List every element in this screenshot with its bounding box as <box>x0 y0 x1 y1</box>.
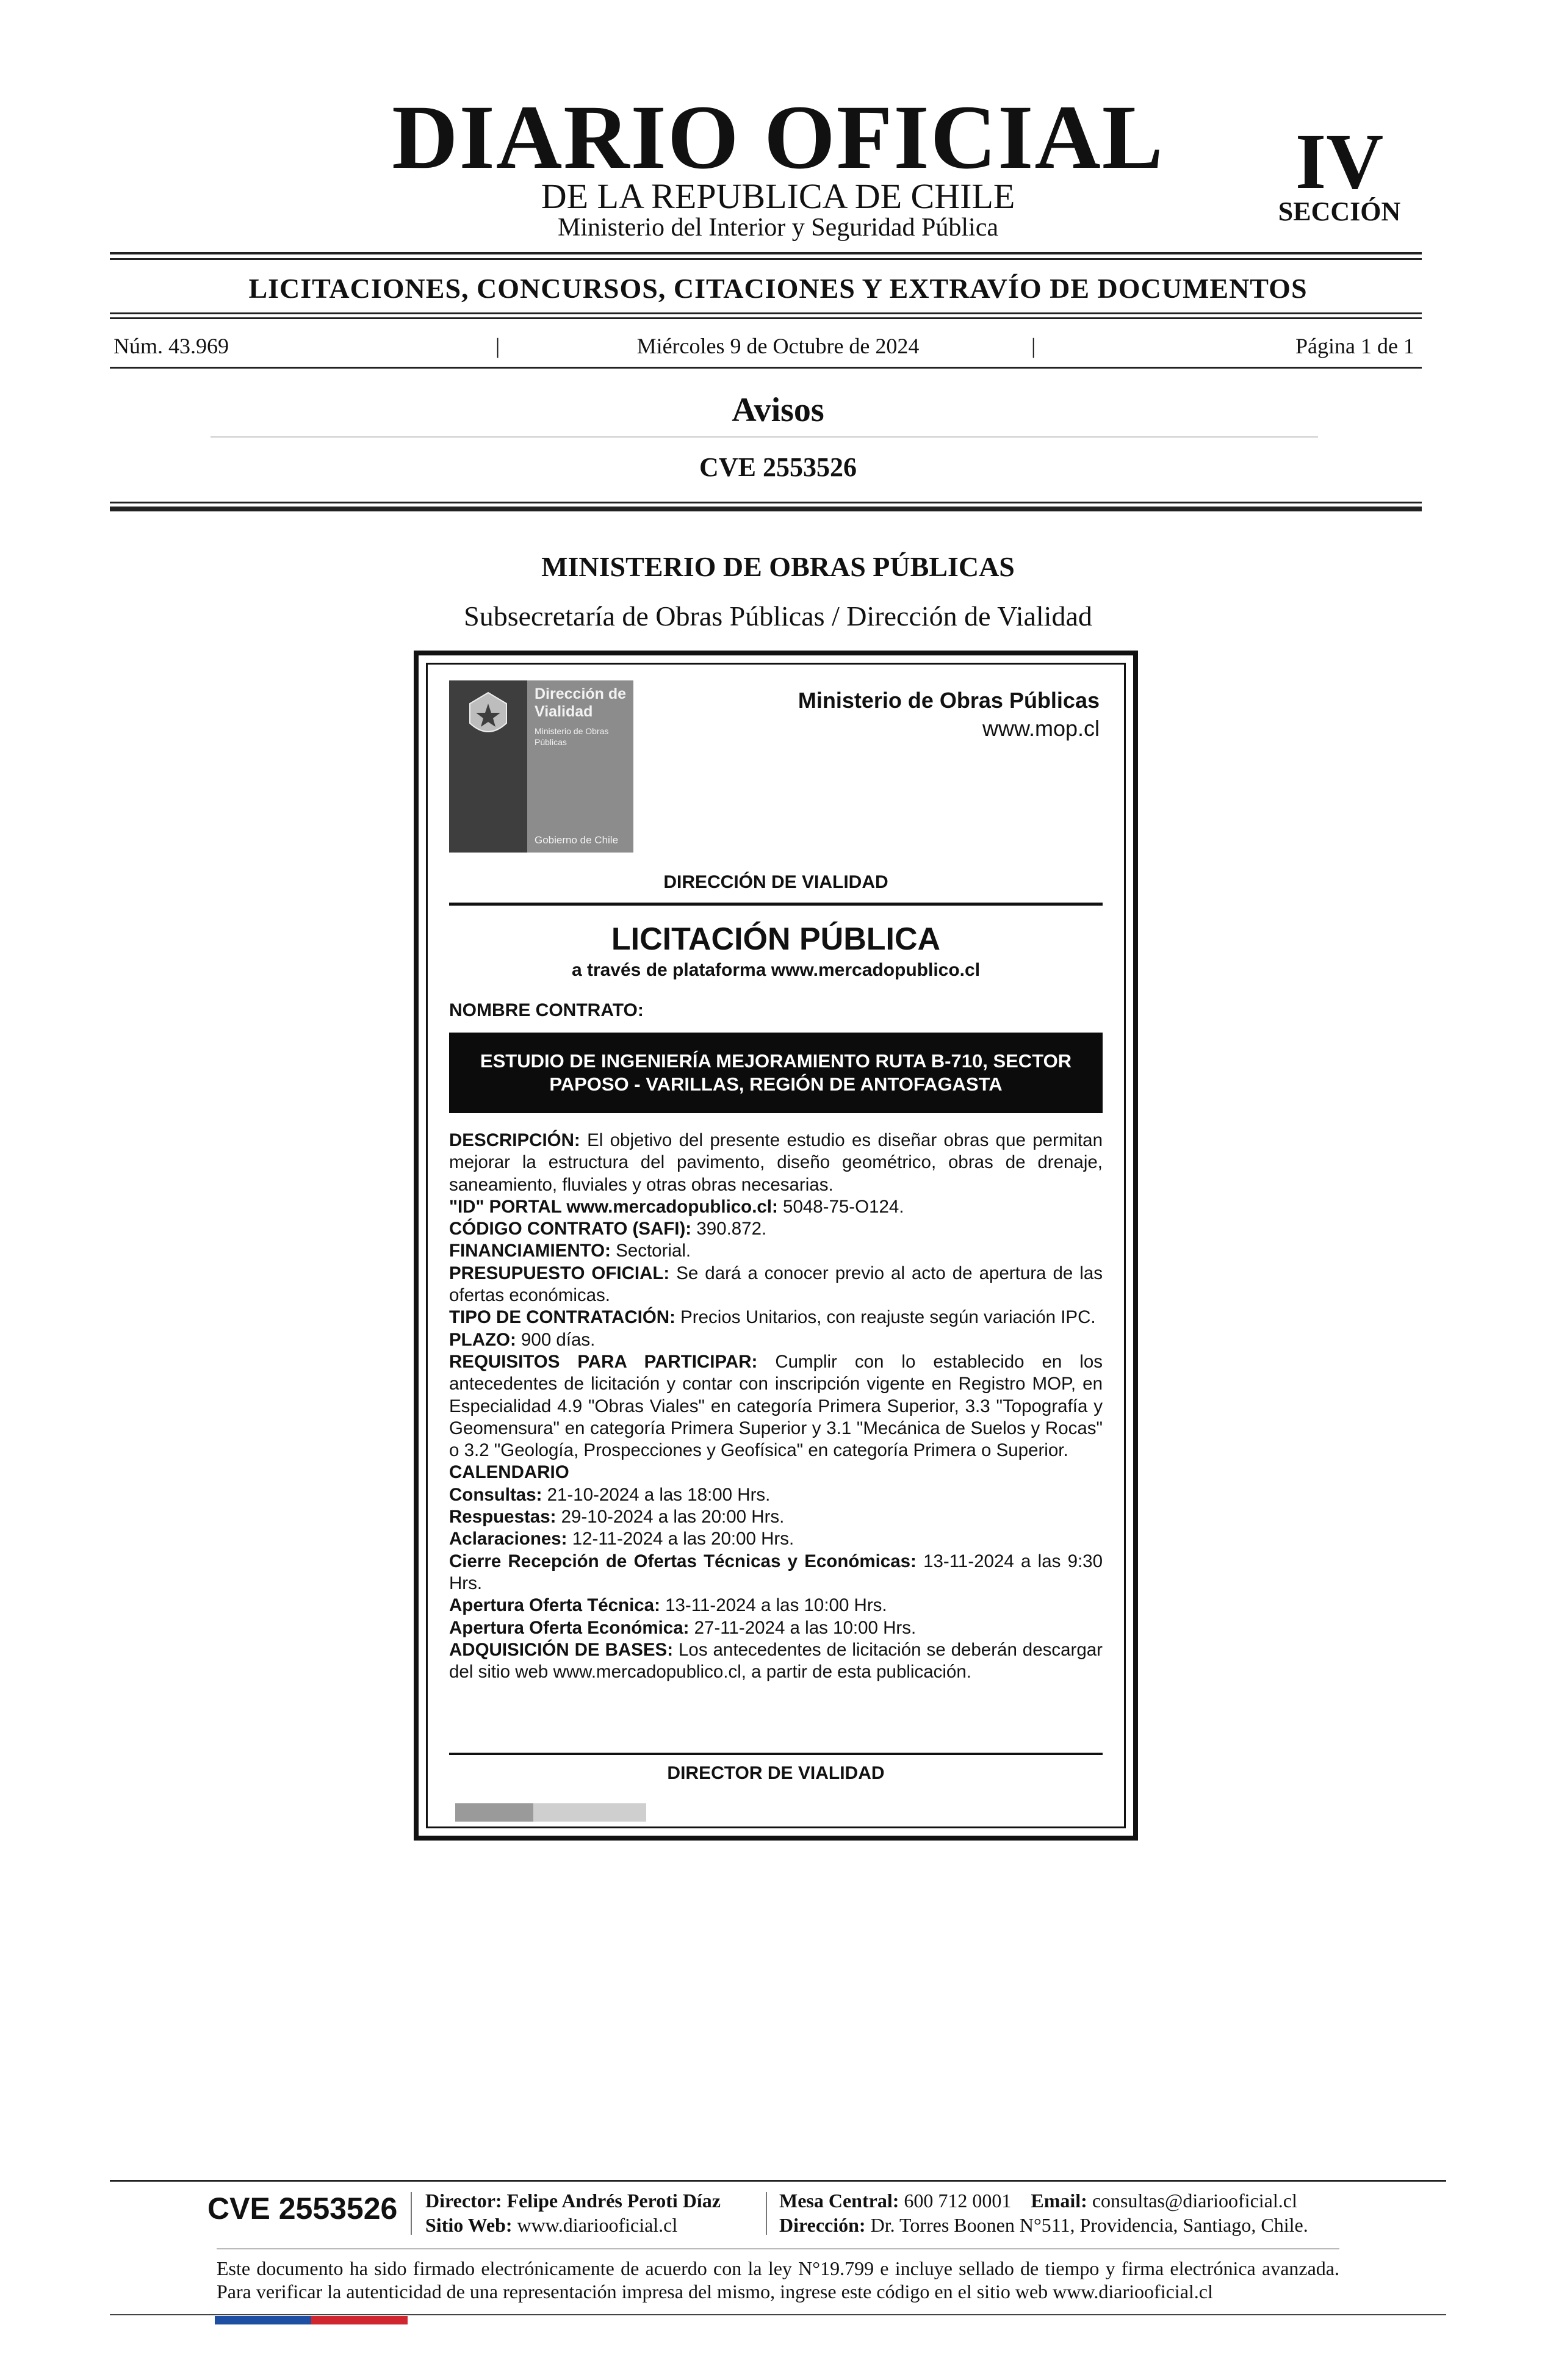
field-id-portal: "ID" PORTAL www.mercadopublico.cl: 5048-75-O124. <box>449 1196 904 1217</box>
institution-name: MINISTERIO DE OBRAS PÚBLICAS <box>541 551 1015 582</box>
field-bases: ADQUISICIÓN DE BASES: Los antecedentes de licitación se deberán descargar del sitio web www.mercadopublico.cl, a partir de esta publicación. <box>449 1639 1103 1682</box>
flag-stripe-red <box>311 2316 408 2324</box>
meta-rule <box>110 367 1422 369</box>
logo-line-1: Dirección de <box>535 685 627 702</box>
flag-stripe-blue <box>215 2316 311 2324</box>
field-apertura-tecnica: Apertura Oferta Técnica: 13-11-2024 a las 10:00 Hrs. <box>449 1595 887 1616</box>
section-title: Avisos <box>732 391 824 429</box>
footer-rule-mid <box>217 2248 1339 2249</box>
mesa-label: Mesa Central: <box>779 2190 899 2212</box>
cve-rule-1 <box>110 502 1422 503</box>
section-number: IV <box>1295 118 1384 206</box>
director-label: Director: <box>425 2190 502 2212</box>
mesa-number: 600 712 0001 <box>904 2190 1012 2212</box>
field-tipo-contratacion: TIPO DE CONTRATACIÓN: Precios Unitarios, con reajuste según variación IPC. <box>449 1307 1096 1328</box>
footer-email-link[interactable]: consultas@diariooficial.cl <box>1092 2190 1297 2212</box>
avisos-divider <box>211 436 1318 438</box>
logo-line-3: Ministerio de Obras <box>535 726 609 736</box>
contract-name-line-2: PAPOSO - VARILLAS, REGIÓN DE ANTOFAGASTA <box>549 1073 1003 1095</box>
footer-rule-bottom <box>110 2314 1446 2315</box>
field-consultas: Consultas: 21-10-2024 a las 18:00 Hrs. <box>449 1484 771 1505</box>
masthead-rule-top <box>110 252 1422 254</box>
contract-label: NOMBRE CONTRATO: <box>449 1000 644 1020</box>
notice-department: DIRECCIÓN DE VIALIDAD <box>663 872 888 892</box>
issue-date: Miércoles 9 de Octubre de 2024 <box>636 334 920 358</box>
gov-bar-dark <box>455 1803 533 1822</box>
logo-line-2: Vialidad <box>535 703 593 720</box>
cve-rule-2 <box>110 507 1422 511</box>
notice-title: LICITACIÓN PÚBLICA <box>611 921 941 957</box>
page-indicator: Página 1 de 1 <box>1295 334 1414 358</box>
field-respuestas: Respuestas: 29-10-2024 a las 20:00 Hrs. <box>449 1507 785 1527</box>
footer-separator-2 <box>766 2192 767 2235</box>
footer-rule-top <box>110 2180 1446 2182</box>
masthead-subtitle: DE LA REPUBLICA DE CHILE <box>541 176 1015 216</box>
director-name: Felipe Andrés Peroti Díaz <box>506 2190 721 2212</box>
field-presupuesto: PRESUPUESTO OFICIAL: Se dará a conocer previo al acto de apertura de las ofertas económicas. <box>449 1263 1103 1306</box>
masthead-rule-top-2 <box>110 258 1422 260</box>
cve-code: CVE 2553526 <box>699 452 857 482</box>
footer-web-link[interactable]: www.diariooficial.cl <box>517 2214 678 2236</box>
email-label: Email: <box>1031 2190 1087 2212</box>
signature-rule <box>449 1753 1103 1755</box>
field-calendario: CALENDARIO <box>449 1462 569 1483</box>
headline-rule-2 <box>110 317 1422 319</box>
field-financiamiento: FINANCIAMIENTO: Sectorial. <box>449 1241 691 1261</box>
coat-of-arms-icon <box>458 685 519 746</box>
footer-address: Dr. Torres Boonen N°511, Providencia, Santiago, Chile. <box>870 2214 1308 2236</box>
notice-rule <box>449 903 1103 906</box>
issue-number: Núm. 43.969 <box>113 334 229 358</box>
footer-col-director <box>425 2188 721 2237</box>
masthead-ministry: Ministerio del Interior y Seguridad Pública <box>557 214 999 242</box>
contract-name <box>449 1033 1103 1113</box>
headline-rule-1 <box>110 312 1422 314</box>
footer-cve: CVE 2553526 <box>207 2191 398 2226</box>
notice-signature: DIRECTOR DE VIALIDAD <box>667 1763 885 1783</box>
gov-bar-light <box>533 1803 646 1822</box>
footer-separator-1 <box>411 2192 412 2235</box>
notice-box <box>414 651 1138 1841</box>
contract-name-line-1: ESTUDIO DE INGENIERÍA MEJORAMIENTO RUTA B-710, SECTOR <box>480 1050 1072 1072</box>
logo-line-4: Públicas <box>535 737 567 747</box>
footer-col-contact <box>779 2188 1308 2237</box>
mop-header-web: www.mop.cl <box>982 716 1100 741</box>
notice-subtitle: a través de plataforma www.mercadopublico.cl <box>571 960 981 980</box>
mop-header-name: Ministerio de Obras Públicas <box>798 688 1100 713</box>
field-descripcion: DESCRIPCIÓN: El objetivo del presente estudio es diseñar obras que permitan mejorar la estructura del pavimento, diseño geométrico, obras de drenaje, saneamiento, fluviales y otras obras necesarias. <box>449 1130 1103 1195</box>
field-requisitos: REQUISITOS PARA PARTICIPAR: Cumplir con lo establecido en los antecedentes de licitación y contar con inscripción vigente en Registro MOP, en Especialidad 4.9 "Obras Viales" en categoría Primera Superior, 3.3 "Topografía y Geomensura" en categoría Primera Superior y 3.1 "Mecánica de Suelos y Rocas" o 3.2 "Geología, Prospecciones y Geofísica" en categoría Primera o Superior. <box>449 1351 1103 1461</box>
field-apertura-economica: Apertura Oferta Económica: 27-11-2024 a las 10:00 Hrs. <box>449 1617 917 1638</box>
section-headline: LICITACIONES, CONCURSOS, CITACIONES Y EXTRAVÍO DE DOCUMENTOS <box>248 273 1308 304</box>
footer-legal: Este documento ha sido firmado electrónicamente de acuerdo con la ley N°19.799 e incluye sellado de tiempo y firma electrónica avanzada. Para verificar la autenticidad de una representación impresa del mismo, ingrese este código en el sitio web www.diariooficial.cl <box>217 2257 1339 2302</box>
section-label: SECCIÓN <box>1278 197 1401 226</box>
meta-separator-2: | <box>1031 334 1036 358</box>
institution-subsecretaria: Subsecretaría de Obras Públicas / Dirección de Vialidad <box>464 600 1092 632</box>
notice-body <box>449 1130 1103 1683</box>
field-cierre: Cierre Recepción de Ofertas Técnicas y Económicas: 13-11-2024 a las 9:30 Hrs. <box>449 1551 1103 1593</box>
masthead-title: DIARIO OFICIAL <box>392 87 1164 188</box>
vialidad-logo <box>449 680 633 853</box>
meta-separator-1: | <box>495 334 500 358</box>
notice-inner-frame <box>426 663 1126 1828</box>
mop-header <box>798 687 1100 743</box>
web-label: Sitio Web: <box>425 2214 513 2236</box>
field-plazo: PLAZO: 900 días. <box>449 1329 596 1350</box>
field-aclaraciones: Aclaraciones: 12-11-2024 a las 20:00 Hrs. <box>449 1529 794 1549</box>
logo-footer: Gobierno de Chile <box>535 834 619 846</box>
field-codigo: CÓDIGO CONTRATO (SAFI): 390.872. <box>449 1219 767 1239</box>
address-label: Dirección: <box>779 2214 866 2236</box>
